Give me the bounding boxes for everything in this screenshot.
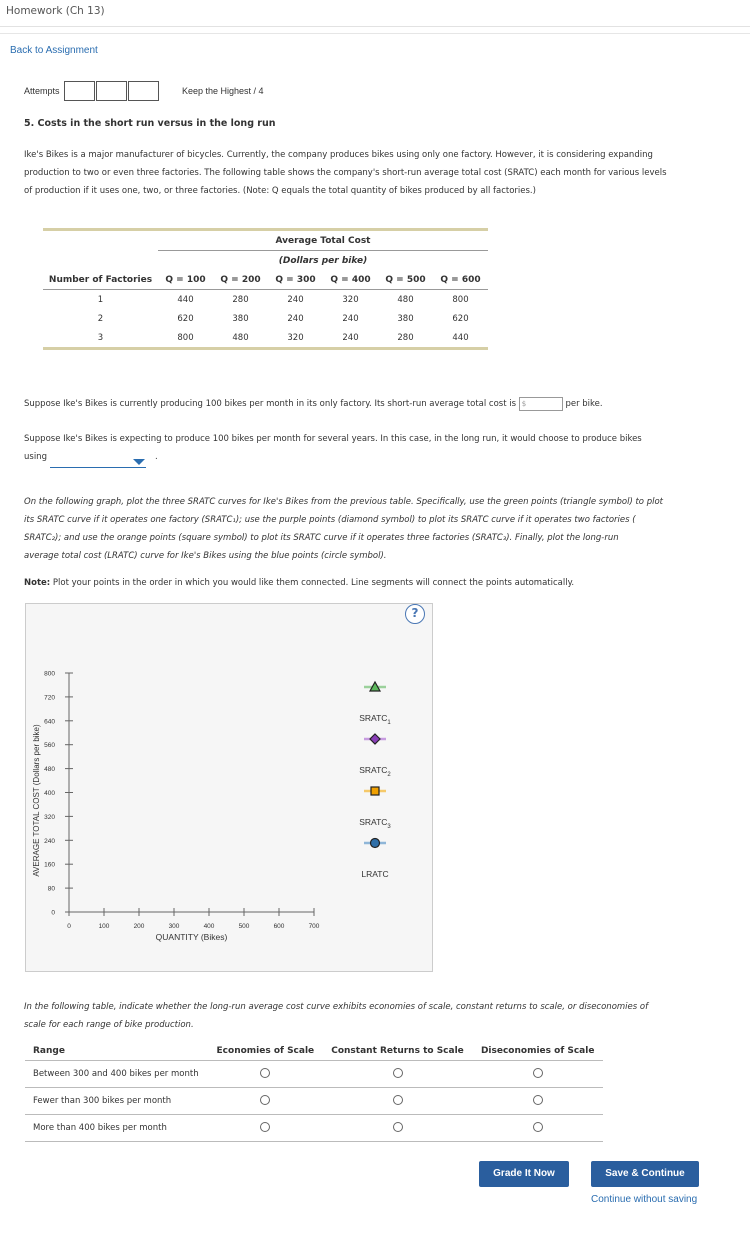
scale-table [25, 1042, 603, 1142]
diamond-icon[interactable] [370, 734, 380, 744]
diseconomies-header: Diseconomies of Scale [472, 1042, 603, 1061]
table-row [25, 1115, 603, 1142]
q1-suffix: per bike. [565, 399, 603, 409]
help-icon[interactable]: ? [405, 604, 425, 624]
instruction-line: On the following graph, plot the three SRATC curves for Ike's Bikes from the previous table. Specifically, use the green points (triangle symbol) to plot [24, 497, 663, 507]
legend-label: LRATC [361, 869, 389, 879]
cost-sub-header: (Dollars per bike) [278, 255, 368, 266]
y-tick-label: 0 [51, 909, 55, 917]
back-to-assignment-link[interactable]: Back to Assignment [10, 45, 98, 56]
save-and-continue-button[interactable]: Save & Continue [591, 1161, 699, 1187]
intro-line: production to two or even three factories. The following table shows the company's short-run average total cost (SRATC) each month for various levels [24, 168, 667, 178]
cost-cell: 380 [232, 313, 249, 324]
x-axis-label: QUANTITY (Bikes) [155, 932, 228, 942]
range-label: More than 400 bikes per month [25, 1115, 208, 1142]
cost-cell: 240 [342, 313, 359, 324]
table-row [43, 290, 488, 310]
y-tick-label: 720 [44, 694, 55, 702]
continue-without-saving-link[interactable]: Continue without saving [591, 1194, 698, 1205]
table-row [25, 1088, 603, 1115]
grade-it-now-button[interactable]: Grade It Now [479, 1161, 569, 1187]
graph-note [24, 574, 729, 592]
cost-group-header: Average Total Cost [158, 230, 488, 251]
instruction-line: scale for each range of bike production. [24, 1020, 194, 1030]
y-axis-label: AVERAGE TOTAL COST (Dollars per bike) [32, 724, 41, 877]
row-header: Number of Factories [43, 270, 158, 290]
cost-cell: 240 [287, 294, 304, 305]
column-header: Q = 600 [433, 270, 488, 290]
cost-cell: 240 [342, 332, 359, 343]
table-row [43, 328, 488, 349]
table-row [43, 309, 488, 328]
y-tick-label: 640 [44, 718, 55, 726]
constant-returns-radio[interactable] [393, 1095, 403, 1105]
factory-count-dropdown[interactable] [50, 458, 146, 468]
column-header: Q = 200 [213, 270, 268, 290]
attempt-box [128, 81, 159, 101]
intro-line: Ike's Bikes is a major manufacturer of bicycles. Currently, the company produces bikes using only one factory. However, it is considering expanding [24, 150, 653, 160]
intro-line: of production if it uses one, two, or three factories. (Note: Q equals the total quantity of bikes produced by all factories.) [24, 186, 536, 196]
range-header: Range [25, 1042, 208, 1061]
chevron-down-icon [133, 459, 145, 465]
attempt-box [64, 81, 95, 101]
economies-header: Economies of Scale [208, 1042, 323, 1061]
x-tick-label: 600 [273, 923, 285, 930]
y-tick-label: 160 [44, 861, 55, 869]
table-row [25, 1061, 603, 1088]
top-bar [0, 0, 750, 27]
x-tick-label: 400 [203, 923, 215, 930]
legend-label: $SRATC_1$ [359, 713, 391, 726]
column-header: Q = 500 [378, 270, 433, 290]
attempts-label: Attempts [24, 86, 60, 96]
cost-cell: 800 [177, 332, 194, 343]
cost-cell: 280 [397, 332, 414, 343]
attempt-boxes [64, 81, 160, 101]
factories-cell: 3 [97, 332, 104, 343]
q1-text: Suppose Ike's Bikes is currently producing 100 bikes per month in its only factory. Its short-run average total cost is [24, 399, 517, 409]
q2-dot: . [154, 452, 158, 462]
square-icon[interactable] [371, 787, 379, 795]
question-intro [24, 146, 724, 200]
cost-cell: 320 [342, 294, 359, 305]
instruction-line: average total cost (LRATC) curve for Ike's Bikes using the blue points (circle symbol). [24, 551, 387, 561]
attempt-box [96, 81, 127, 101]
circle-icon[interactable] [371, 839, 380, 848]
x-tick-label: 200 [133, 923, 145, 930]
y-tick-label: 320 [44, 813, 55, 821]
cost-cell: 620 [177, 313, 194, 324]
y-tick-label: 80 [47, 885, 55, 893]
q2-text: Suppose Ike's Bikes is expecting to produce 100 bikes per month for several years. In this case, in the long run, it would choose to produce bikes [24, 434, 642, 444]
q2-using: using [24, 452, 47, 462]
keep-highest-label: Keep the Highest / 4 [182, 86, 264, 96]
q1 [24, 395, 724, 413]
cost-chart[interactable] [25, 603, 431, 970]
cost-cell: 280 [232, 294, 249, 305]
y-tick-label: 240 [44, 837, 55, 845]
y-tick-label: 480 [44, 766, 55, 774]
y-tick-label: 400 [44, 790, 55, 797]
instruction-line: SRATC₂); and use the orange points (square symbol) to plot its SRATC curve if it operates three factories (SRATC₃). Finally, plot the long-run [24, 533, 619, 543]
cost-cell: 380 [397, 313, 414, 324]
x-tick-label: 700 [308, 923, 320, 930]
y-tick-label: 560 [44, 742, 55, 750]
x-tick-label: 500 [238, 923, 250, 930]
cost-table [43, 228, 488, 350]
question-title: 5. Costs in the short run versus in the long run [24, 118, 276, 129]
economies-radio[interactable] [260, 1068, 270, 1078]
column-header: Q = 300 [268, 270, 323, 290]
constant-returns-radio[interactable] [393, 1068, 403, 1078]
cost-cell: 480 [232, 332, 249, 343]
column-header: Q = 400 [323, 270, 378, 290]
factories-cell: 1 [97, 294, 104, 305]
econ-instructions [24, 998, 729, 1034]
range-label: Fewer than 300 bikes per month [25, 1088, 208, 1115]
range-label: Between 300 and 400 bikes per month [25, 1061, 208, 1088]
instruction-line: In the following table, indicate whether the long-run average cost curve exhibits economies of scale, constant returns to scale, or diseconomies of [24, 1002, 649, 1012]
cost-cell: 320 [287, 332, 304, 343]
cost-cell: 480 [397, 294, 414, 305]
column-header: Q = 100 [158, 270, 213, 290]
diseconomies-radio[interactable] [533, 1068, 543, 1078]
y-tick-label: 800 [44, 670, 55, 678]
legend-label: $SRATC_2$ [359, 765, 391, 778]
constant-returns-radio[interactable] [393, 1122, 403, 1132]
x-tick-label: 300 [168, 923, 180, 930]
note-text: Plot your points in the order in which you would like them connected. Line segments will connect the points automatically. [52, 578, 575, 588]
x-tick-label: 100 [98, 923, 110, 930]
constant-header: Constant Returns to Scale [323, 1042, 473, 1061]
page-title: Homework (Ch 13) [6, 5, 105, 17]
economies-radio[interactable] [260, 1122, 270, 1132]
economies-radio[interactable] [260, 1095, 270, 1105]
diseconomies-radio[interactable] [533, 1122, 543, 1132]
sratc-answer-input[interactable]: $ [519, 397, 563, 411]
divider [0, 33, 750, 34]
instruction-line: its SRATC curve if it operates one factory (SRATC₁); use the purple points (diamond symbol) to plot its SRATC curve if it operates two factories ( [24, 515, 636, 525]
factories-cell: 2 [97, 313, 104, 324]
x-tick-label: 0 [67, 923, 71, 930]
graph-instructions [24, 493, 729, 565]
cost-cell: 800 [452, 294, 469, 305]
cost-cell: 440 [177, 294, 194, 305]
cost-cell: 620 [452, 313, 469, 324]
diseconomies-radio[interactable] [533, 1095, 543, 1105]
legend-label: $SRATC_3$ [359, 817, 391, 830]
cost-cell: 440 [452, 332, 469, 343]
cost-cell: 240 [287, 313, 304, 324]
note-label: Note: [24, 578, 51, 588]
